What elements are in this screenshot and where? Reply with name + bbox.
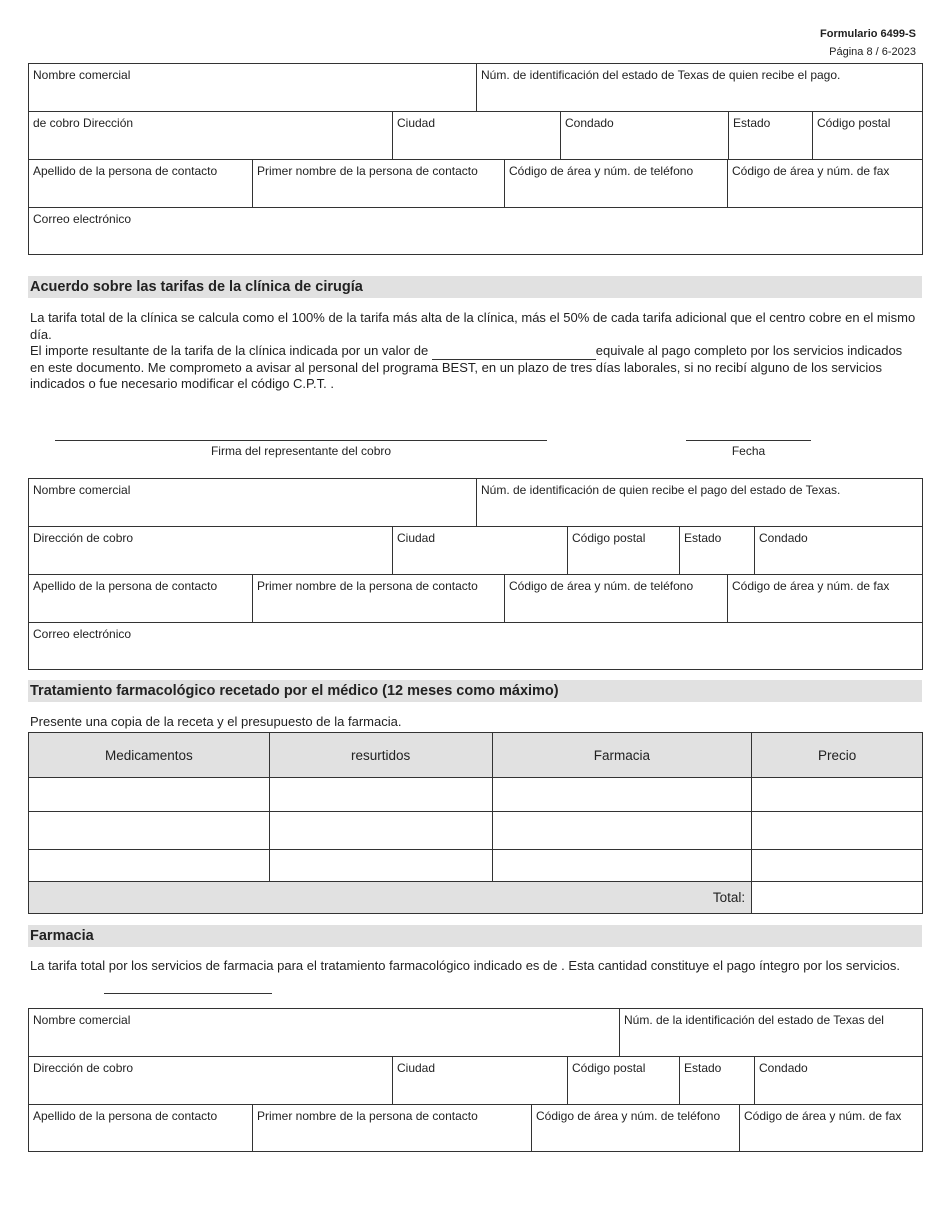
business-name-field[interactable]	[29, 479, 476, 526]
col-medications: Medicamentos	[29, 733, 270, 778]
field-label: Nombre comercial	[33, 1013, 131, 1027]
page-number: Página 8 / 6-2023	[829, 46, 916, 58]
col-price: Precio	[752, 733, 923, 778]
form-number: Formulario 6499-S	[820, 28, 916, 40]
field-label: Ciudad	[397, 116, 436, 130]
field-label: Condado	[565, 116, 614, 130]
zip-field[interactable]	[567, 526, 679, 574]
refills-cell[interactable]	[269, 850, 492, 882]
field-label: Dirección de cobro	[33, 531, 134, 545]
clinic-fees-line-2	[30, 343, 920, 393]
price-cell[interactable]	[752, 812, 923, 850]
county-field[interactable]	[754, 1056, 922, 1104]
total-row	[29, 882, 923, 914]
field-label: Apellido de la persona de contacto	[33, 579, 218, 593]
clinic-fees-line-2b: equivale al pago completo por los servicios indicados en este documento. Me comprometo a avisar al personal del programa BEST, en un plazo de tres días laborales, si no recibí alguno de los servicios indicados o fue necesario modificar el código C.P.T. .	[30, 343, 903, 391]
pharmacy-amount-line[interactable]	[104, 993, 272, 994]
email-field[interactable]	[29, 207, 922, 254]
billing-address-field[interactable]	[29, 526, 392, 574]
city-field[interactable]	[392, 111, 560, 159]
field-label: Código postal	[572, 531, 646, 545]
field-label: Primer nombre de la persona de contacto	[257, 1109, 478, 1123]
field-label: Código de área y núm. de teléfono	[509, 164, 694, 178]
contact-first-name-field[interactable]	[252, 1104, 531, 1151]
field-label: Ciudad	[397, 1061, 436, 1075]
billing-block-2	[28, 478, 923, 670]
billing-block-3	[28, 1008, 923, 1152]
contact-first-name-field[interactable]	[252, 159, 504, 207]
refills-cell[interactable]	[269, 778, 492, 812]
date-line[interactable]	[686, 440, 811, 441]
fax-field[interactable]	[739, 1104, 922, 1151]
field-label: Primer nombre de la persona de contacto	[257, 164, 478, 178]
medication-cell[interactable]	[29, 778, 270, 812]
phone-field[interactable]	[504, 159, 727, 207]
table-row	[29, 812, 923, 850]
field-label: Primer nombre de la persona de contacto	[257, 579, 478, 593]
field-label: Código postal	[572, 1061, 646, 1075]
city-field[interactable]	[392, 1056, 567, 1104]
tax-id-field[interactable]	[476, 479, 922, 526]
state-field[interactable]	[728, 111, 812, 159]
field-label: Condado	[759, 1061, 808, 1075]
medications-table	[28, 732, 923, 914]
field-label: Apellido de la persona de contacto	[33, 164, 218, 178]
phone-field[interactable]	[531, 1104, 739, 1151]
medication-cell[interactable]	[29, 850, 270, 882]
refills-cell[interactable]	[269, 812, 492, 850]
field-label: Correo electrónico	[33, 627, 132, 641]
contact-last-name-field[interactable]	[29, 1104, 252, 1151]
field-label: Estado	[684, 531, 722, 545]
field-label: de cobro Dirección	[33, 116, 134, 130]
pharmacy-heading: Farmacia	[28, 925, 922, 947]
field-label: Estado	[684, 1061, 722, 1075]
field-label: Núm. de la identificación del estado de Texas del	[624, 1013, 884, 1027]
county-field[interactable]	[560, 111, 728, 159]
field-label: Apellido de la persona de contacto	[33, 1109, 218, 1123]
signature-label: Firma del representante del cobro	[210, 444, 392, 458]
field-label: Ciudad	[397, 531, 436, 545]
billing-address-field[interactable]	[29, 111, 392, 159]
field-label: Código de área y núm. de fax	[732, 579, 890, 593]
field-label: Nombre comercial	[33, 68, 131, 82]
fax-field[interactable]	[727, 159, 922, 207]
clinic-fees-line-2a: El importe resultante de la tarifa de la clínica indicada por un valor de	[30, 343, 432, 358]
billing-block-1	[28, 63, 923, 255]
contact-first-name-field[interactable]	[252, 574, 504, 622]
field-label: Código de área y núm. de fax	[732, 164, 890, 178]
pharmacy-cell[interactable]	[492, 812, 752, 850]
fax-field[interactable]	[727, 574, 922, 622]
col-pharmacy: Farmacia	[492, 733, 752, 778]
tax-id-field[interactable]	[476, 64, 922, 111]
field-label: Núm. de identificación de quien recibe el pago del estado de Texas.	[481, 483, 841, 497]
zip-field[interactable]	[812, 111, 922, 159]
business-name-field[interactable]	[29, 1009, 619, 1056]
pharmacy-text: La tarifa total por los servicios de farmacia para el tratamiento farmacológico indicado es de . Esta cantidad constituye el pago íntegro por los servicios.	[30, 958, 901, 973]
tax-id-field[interactable]	[619, 1009, 922, 1056]
clinic-amount-input[interactable]	[432, 346, 596, 360]
price-cell[interactable]	[752, 850, 923, 882]
field-label: Código postal	[817, 116, 891, 130]
field-label: Estado	[733, 116, 771, 130]
clinic-fees-line-1: La tarifa total de la clínica se calcula como el 100% de la tarifa más alta de la clínica, más el 50% de cada tarifa adicional que el centro cobre en el mismo día.	[30, 310, 916, 342]
billing-address-field[interactable]	[29, 1056, 392, 1104]
state-field[interactable]	[679, 526, 754, 574]
contact-last-name-field[interactable]	[29, 574, 252, 622]
email-field[interactable]	[29, 622, 922, 669]
field-label: Correo electrónico	[33, 212, 132, 226]
field-label: Código de área y núm. de teléfono	[509, 579, 694, 593]
drug-instructions: Presente una copia de la receta y el presupuesto de la farmacia.	[30, 714, 402, 729]
pharmacy-cell[interactable]	[492, 778, 752, 812]
state-field[interactable]	[679, 1056, 754, 1104]
drug-treatment-heading: Tratamiento farmacológico recetado por el médico (12 meses como máximo)	[28, 680, 922, 702]
signature-line[interactable]	[55, 440, 547, 441]
field-label: Código de área y núm. de teléfono	[536, 1109, 721, 1123]
total-label: Total:	[29, 882, 752, 914]
table-row	[29, 850, 923, 882]
pharmacy-cell[interactable]	[492, 850, 752, 882]
contact-last-name-field[interactable]	[29, 159, 252, 207]
field-label: Dirección de cobro	[33, 1061, 134, 1075]
date-label: Fecha	[731, 444, 766, 458]
field-label: Código de área y núm. de fax	[744, 1109, 902, 1123]
city-field[interactable]	[392, 526, 567, 574]
zip-field[interactable]	[567, 1056, 679, 1104]
field-label: Condado	[759, 531, 808, 545]
clinic-fees-heading: Acuerdo sobre las tarifas de la clínica de cirugía	[28, 276, 922, 298]
col-refills: resurtidos	[269, 733, 492, 778]
field-label: Nombre comercial	[33, 483, 131, 497]
price-cell[interactable]	[752, 778, 923, 812]
medication-cell[interactable]	[29, 812, 270, 850]
county-field[interactable]	[754, 526, 922, 574]
phone-field[interactable]	[504, 574, 727, 622]
table-row	[29, 778, 923, 812]
field-label: Núm. de identificación del estado de Texas de quien recibe el pago.	[481, 68, 841, 82]
business-name-field[interactable]	[29, 64, 476, 111]
total-price-cell[interactable]	[752, 882, 923, 914]
clinic-fees-text	[30, 310, 920, 393]
